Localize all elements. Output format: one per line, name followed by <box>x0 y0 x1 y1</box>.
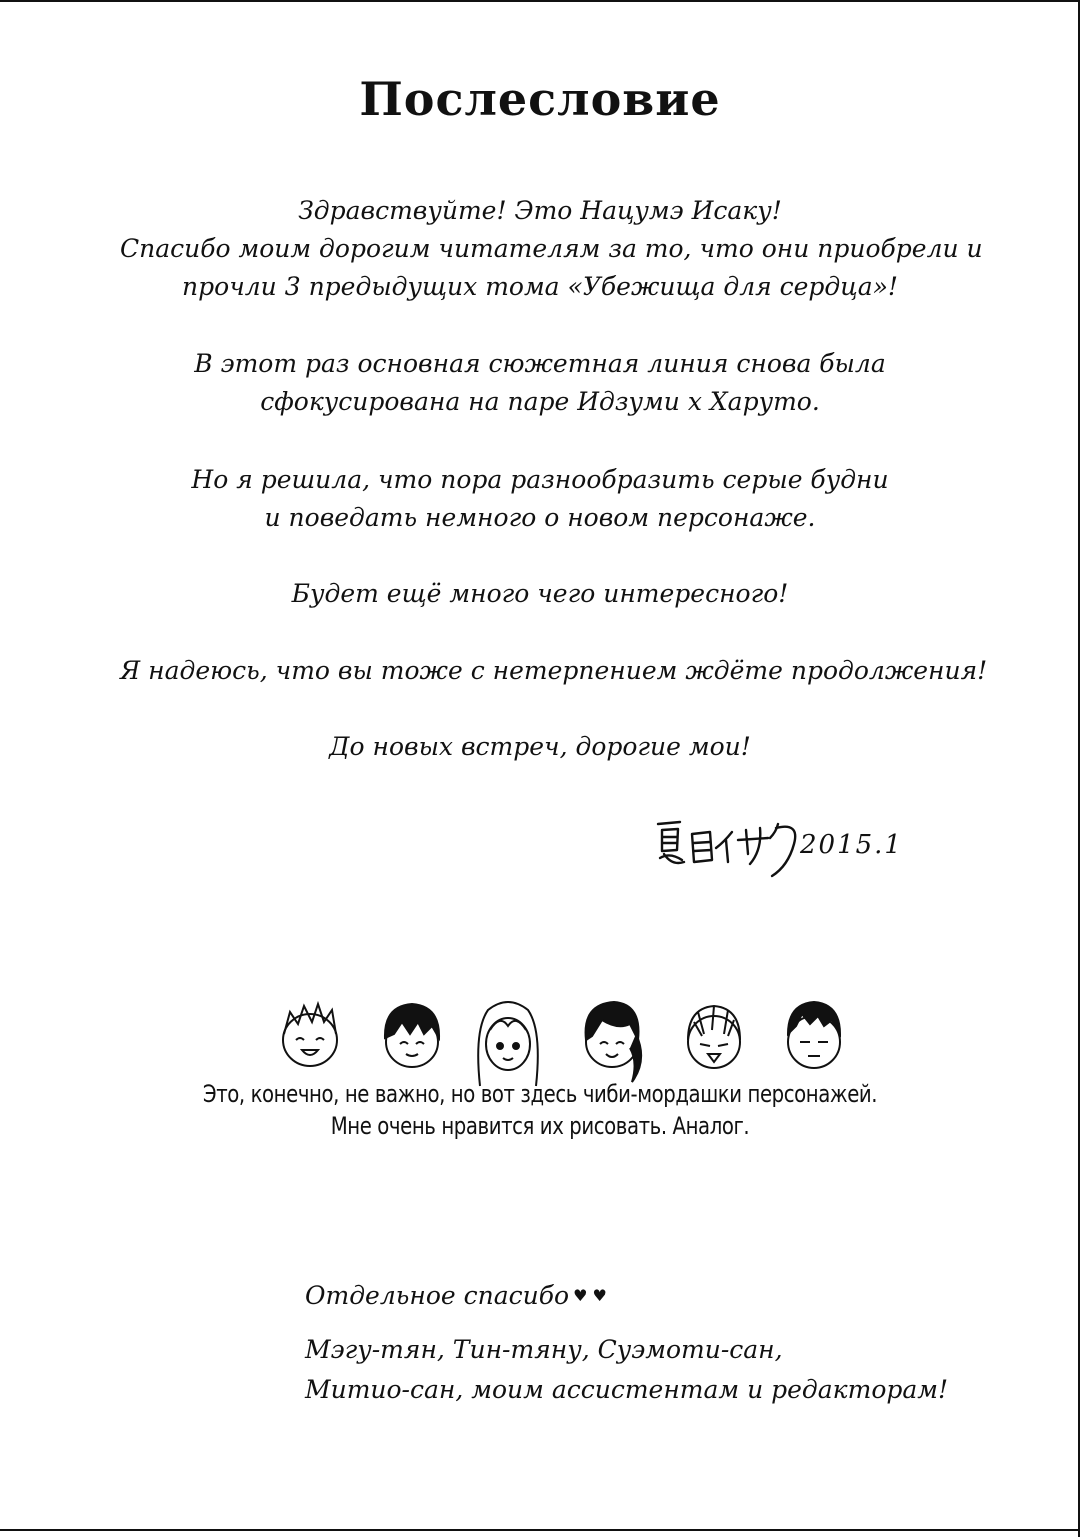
heart-icon: ♥ ♥ <box>573 1286 607 1305</box>
paragraph-line: Но я решила, что пора разнообразить серые будни <box>191 465 889 494</box>
paragraph-more-interesting <box>120 575 960 613</box>
special-thanks-heading <box>305 1276 945 1316</box>
paragraph-hope <box>120 652 988 690</box>
chibi-face-2 <box>372 990 452 1090</box>
paragraph-line: Спасибо моим дорогим читателям за то, что они приобрели и <box>120 234 983 263</box>
paragraph-line: В этот раз основная сюжетная линия снова была <box>194 349 886 378</box>
chibi-face-5 <box>674 990 754 1090</box>
thanks-line: Мэгу-тян, Тин-тяну, Суэмоти-сан, <box>305 1335 783 1364</box>
page-title: Послесловие <box>359 72 721 126</box>
paragraph-line: Здравствуйте! Это Нацумэ Исаку! <box>298 196 782 225</box>
chibi-face-3 <box>468 990 548 1090</box>
paragraph-farewell <box>120 728 960 766</box>
special-thanks-title: Отдельное спасибо <box>305 1281 570 1310</box>
faces-caption <box>196 1078 885 1142</box>
paragraph-line: и поведать немного о новом персонаже. <box>264 503 816 532</box>
paragraph-line: прочли 3 предыдущих тома «Убежища для сердца»! <box>182 272 898 301</box>
chibi-face-4 <box>572 990 652 1090</box>
thanks-line: Митио-сан, моим ассистентам и редакторам! <box>305 1375 949 1404</box>
paragraph-line: сфокусирована на паре Идзуми х Харуто. <box>260 387 820 416</box>
paragraph-new-character <box>120 461 960 537</box>
special-thanks <box>305 1276 949 1410</box>
frame-top-border <box>0 0 1080 2</box>
paragraph-line: Будет ещё много чего интересного! <box>291 579 789 608</box>
special-thanks-body <box>305 1330 949 1410</box>
chibi-face-1 <box>270 990 350 1090</box>
chibi-face-6 <box>774 990 854 1090</box>
signature-date: 2015.1 <box>800 830 903 860</box>
paragraph-line: Я надеюсь, что вы тоже с нетерпением ждёте продолжения! <box>120 656 988 685</box>
frame-bottom-border <box>0 1529 1080 1531</box>
paragraph-storyline <box>120 345 960 421</box>
paragraph-line: До новых встреч, дорогие мои! <box>329 732 751 761</box>
chibi-faces-row <box>262 990 852 1090</box>
caption-line: Мне очень нравится их рисовать. Аналог. <box>330 1112 750 1140</box>
paragraph-greeting <box>120 192 983 306</box>
caption-line: Это, конечно, не важно, но вот здесь чиби-мордашки персонажей. <box>202 1080 878 1108</box>
